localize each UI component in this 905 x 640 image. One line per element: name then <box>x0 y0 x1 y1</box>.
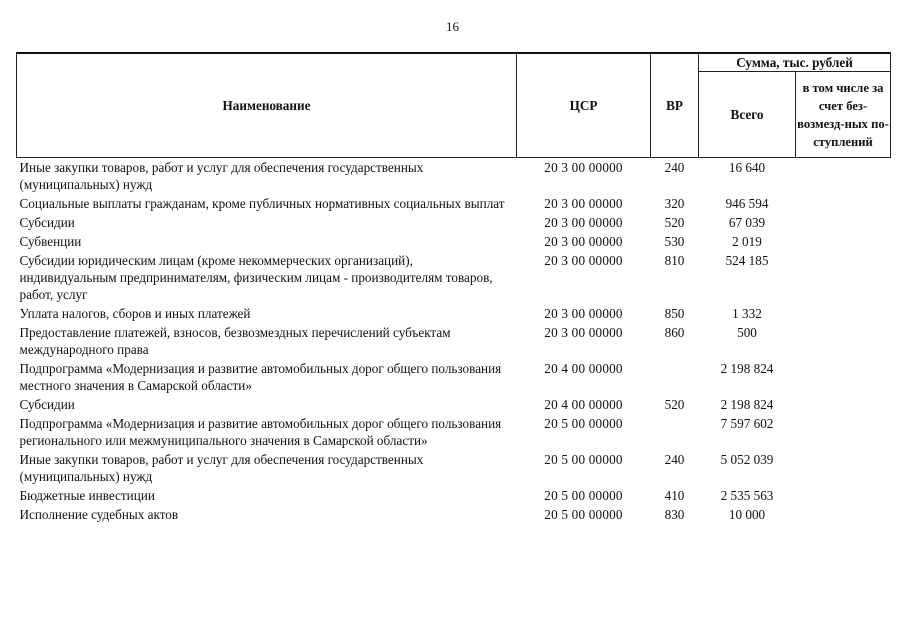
row-total: 524 185 <box>725 253 769 268</box>
row-vr: 240 <box>664 452 685 467</box>
row-free-receipts <box>796 232 891 251</box>
row-vr: 520 <box>664 215 685 230</box>
row-csr: 20 4 00 00000 <box>544 397 623 412</box>
row-vr <box>651 414 699 450</box>
row-csr: 20 4 00 00000 <box>544 361 623 376</box>
row-vr: 860 <box>664 325 685 340</box>
header-free-receipts: в том числе за счет без-возмезд-ных по-ступлений <box>796 72 891 158</box>
row-free-receipts <box>796 414 891 450</box>
row-name: Подпрограмма «Модернизация и развитие автомобильных дорог общего пользования регионального или межмуниципального значения в Самарской области» <box>19 416 502 448</box>
row-csr: 20 5 00 00000 <box>544 488 623 503</box>
table-header <box>17 53 891 158</box>
row-vr: 530 <box>664 234 685 249</box>
row-total: 7 597 602 <box>720 416 774 431</box>
row-csr: 20 3 00 00000 <box>544 325 623 340</box>
row-total: 67 039 <box>728 215 766 230</box>
row-csr: 20 3 00 00000 <box>544 234 623 249</box>
row-csr: 20 5 00 00000 <box>544 507 623 522</box>
header-amount-group: Сумма, тыс. рублей <box>699 53 891 72</box>
row-name: Подпрограмма «Модернизация и развитие автомобильных дорог общего пользования местного значения в Самарской области» <box>19 361 502 393</box>
row-vr: 830 <box>664 507 685 522</box>
row-name: Субвенции <box>19 234 82 249</box>
row-free-receipts <box>796 359 891 395</box>
row-csr: 20 3 00 00000 <box>544 196 623 211</box>
header-total: Всего <box>699 72 796 158</box>
row-total: 2 198 824 <box>720 361 774 376</box>
row-name: Субсидии <box>19 215 75 230</box>
row-csr: 20 5 00 00000 <box>544 452 623 467</box>
row-total: 500 <box>737 325 757 340</box>
table-row <box>17 304 891 323</box>
table-row <box>17 359 891 395</box>
table-row <box>17 450 891 486</box>
row-free-receipts <box>796 251 891 304</box>
row-name: Социальные выплаты гражданам, кроме публичных нормативных социальных выплат <box>19 196 505 211</box>
row-free-receipts <box>796 486 891 505</box>
row-total: 2 198 824 <box>720 397 774 412</box>
table-row <box>17 213 891 232</box>
row-free-receipts <box>796 304 891 323</box>
row-free-receipts <box>796 450 891 486</box>
row-name: Исполнение судебных актов <box>19 507 179 522</box>
row-name: Бюджетные инвестиции <box>19 488 155 503</box>
table-row <box>17 323 891 359</box>
row-vr: 240 <box>664 160 685 175</box>
row-name: Субсидии <box>19 397 75 412</box>
row-total: 16 640 <box>728 160 766 175</box>
row-free-receipts <box>796 323 891 359</box>
header-csr: ЦСР <box>517 53 651 158</box>
header-name: Наименование <box>17 53 517 158</box>
row-vr: 810 <box>664 253 685 268</box>
row-free-receipts <box>796 194 891 213</box>
row-free-receipts <box>796 505 891 524</box>
row-vr: 850 <box>664 306 685 321</box>
row-free-receipts <box>796 395 891 414</box>
row-csr: 20 3 00 00000 <box>544 215 623 230</box>
table-row <box>17 251 891 304</box>
row-csr: 20 3 00 00000 <box>544 306 623 321</box>
row-name: Предоставление платежей, взносов, безвозмездных перечислений субъектам международного права <box>19 325 451 357</box>
row-free-receipts <box>796 158 891 195</box>
row-vr: 410 <box>664 488 685 503</box>
row-vr <box>651 359 699 395</box>
row-total: 946 594 <box>725 196 769 211</box>
row-name: Уплата налогов, сборов и иных платежей <box>19 306 251 321</box>
row-total: 2 535 563 <box>720 488 774 503</box>
table-row <box>17 194 891 213</box>
table-row <box>17 395 891 414</box>
row-total: 5 052 039 <box>720 452 774 467</box>
budget-table <box>16 52 891 524</box>
row-csr: 20 5 00 00000 <box>544 416 623 431</box>
row-free-receipts <box>796 213 891 232</box>
table-row <box>17 414 891 450</box>
row-vr: 320 <box>664 196 685 211</box>
row-name: Иные закупки товаров, работ и услуг для обеспечения государственных (муниципальных) нужд <box>19 160 424 192</box>
header-vr: ВР <box>651 53 699 158</box>
page-number: 16 <box>446 19 459 34</box>
row-name: Субсидии юридическим лицам (кроме некоммерческих организаций), индивидуальным предпринимателям, физическим лицам - производителям товаров, работ, услуг <box>19 253 493 302</box>
row-total: 10 000 <box>728 507 766 522</box>
table-body <box>17 158 891 525</box>
row-csr: 20 3 00 00000 <box>544 160 623 175</box>
row-csr: 20 3 00 00000 <box>544 253 623 268</box>
table-row <box>17 158 891 195</box>
table-row <box>17 505 891 524</box>
row-total: 2 019 <box>732 234 762 249</box>
row-vr: 520 <box>664 397 685 412</box>
table-row <box>17 232 891 251</box>
row-name: Иные закупки товаров, работ и услуг для обеспечения государственных (муниципальных) нужд <box>19 452 424 484</box>
row-total: 1 332 <box>732 306 762 321</box>
table-row <box>17 486 891 505</box>
